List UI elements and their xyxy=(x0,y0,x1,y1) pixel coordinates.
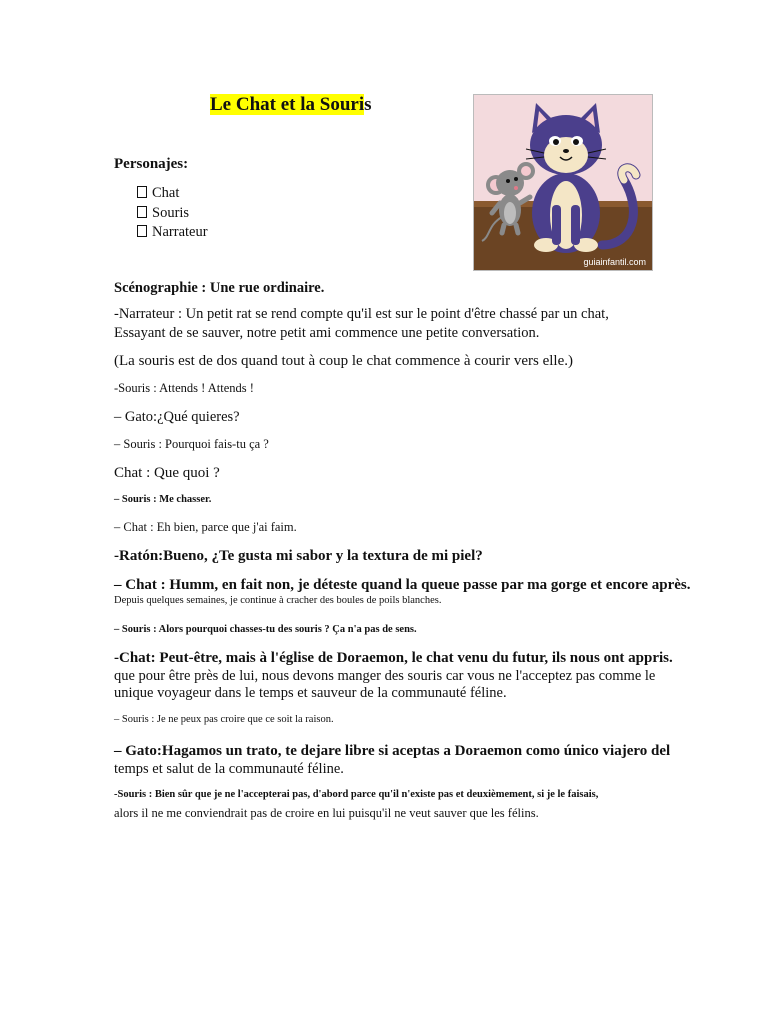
list-item xyxy=(137,204,208,224)
text-line: unique voyageur dans le temps et sauveur de la communauté féline. xyxy=(114,685,507,701)
checkbox-bullet-icon xyxy=(137,225,147,237)
text-line: – Gato:Hagamos un trato, te dejare libre si aceptas a Doraemon como único viajero del xyxy=(114,743,671,759)
title-highlighted: Le Chat et la Souri xyxy=(210,94,365,115)
title-rest: s xyxy=(364,94,372,115)
text-line: -Souris : Bien sûr que je ne l'accepterai pas, d'abord parce qu'il n'existe pas et deuxièmement, si je le faisais, xyxy=(114,789,599,800)
image-watermark: guiainfantil.com xyxy=(583,257,646,267)
checkbox-bullet-icon xyxy=(137,186,147,198)
text-line: Chat : Que quoi ? xyxy=(114,465,220,481)
illustration-svg xyxy=(474,95,652,270)
text-line: – Chat : Humm, en fait non, je déteste quand la queue passe par ma gorge et encore après. xyxy=(114,577,691,593)
text-line: (La souris est de dos quand tout à coup le chat commence à courir vers elle.) xyxy=(114,353,574,369)
text-line: – Souris : Me chasser. xyxy=(114,494,212,505)
page-title xyxy=(210,94,372,116)
scenography-heading: Scénographie : Une rue ordinaire. xyxy=(114,280,325,296)
list-item xyxy=(137,223,208,243)
text-line: -Narrateur : Un petit rat se rend compte qu'il est sur le point d'être chassé par un chat, xyxy=(114,306,609,322)
character-name: Narrateur xyxy=(152,224,208,240)
text-line: Essayant de se sauver, notre petit ami commence une petite conversation. xyxy=(114,325,540,341)
list-item xyxy=(137,184,208,204)
cat-and-mouse-illustration xyxy=(473,94,653,271)
character-name: Souris xyxy=(152,204,190,221)
text-line: – Souris : Pourquoi fais-tu ça ? xyxy=(114,437,269,451)
text-line: alors il ne me conviendrait pas de croire en lui puisqu'il ne veut sauver que les félins. xyxy=(114,806,539,820)
text-line: – Chat : Eh bien, parce que j'ai faim. xyxy=(114,520,297,534)
text-line: que pour être près de lui, nous devons manger des souris car vous ne l'acceptez pas comme le xyxy=(114,668,656,684)
characters-heading: Personajes: xyxy=(114,156,189,172)
checkbox-bullet-icon xyxy=(137,206,147,218)
text-line: – Souris : Je ne peux pas croire que ce soit la raison. xyxy=(114,714,334,725)
character-name: Chat xyxy=(152,185,180,201)
text-line: – Gato:¿Qué quieres? xyxy=(114,409,240,425)
text-line: -Ratón:Bueno, ¿Te gusta mi sabor y la textura de mi piel? xyxy=(114,548,483,564)
text-line: Depuis quelques semaines, je continue à cracher des boules de poils blanches. xyxy=(114,595,442,606)
characters-list xyxy=(137,184,208,243)
text-line: – Souris : Alors pourquoi chasses-tu des souris ? Ça n'a pas de sens. xyxy=(114,624,417,635)
text-line: temps et salut de la communauté féline. xyxy=(114,761,344,777)
text-line: -Chat: Peut-être, mais à l'église de Doraemon, le chat venu du futur, ils nous ont appris. xyxy=(114,650,673,666)
text-line: -Souris : Attends ! Attends ! xyxy=(114,381,254,395)
